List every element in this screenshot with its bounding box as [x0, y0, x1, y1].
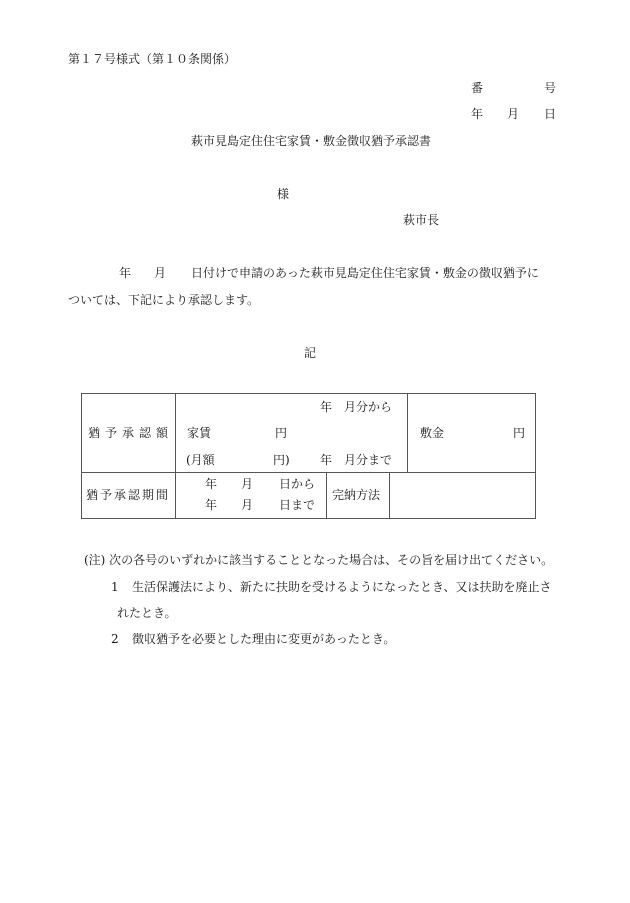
- period-to-month: 月: [241, 498, 254, 512]
- rent-from-period: 年 月分から: [320, 400, 393, 414]
- table-border-top: [81, 393, 536, 394]
- period-from-year: 年: [205, 477, 218, 491]
- period-from-month: 月: [241, 477, 254, 491]
- table-border-left: [81, 393, 82, 519]
- monthly-label: (月額: [186, 453, 215, 467]
- date-year: 年: [471, 107, 484, 121]
- period-to-day: 日まで: [279, 498, 316, 512]
- body-year: 年: [119, 266, 132, 280]
- period-to-year: 年: [205, 498, 218, 512]
- document-title: 萩市見島定住住宅家賃・敷金徴収猶予承認書: [191, 134, 432, 148]
- row-label-approved-amount: 猶予承認額: [88, 426, 174, 440]
- date-month: 月: [507, 107, 520, 121]
- note-2-text: 徴収猶予を必要とした理由に変更があったとき。: [132, 632, 396, 646]
- deposit-unit: 円: [513, 426, 526, 440]
- date-day: 日: [544, 107, 557, 121]
- notes-header: (注) 次の各号のいずれかに該当することとなった場合は、その旨を届け出てください。: [84, 553, 554, 567]
- payment-method-label: 完納方法: [332, 488, 381, 502]
- table-deposit-divider: [407, 393, 408, 472]
- rent-to-period: 年 月分まで: [320, 453, 393, 467]
- period-from-day: 日から: [279, 477, 316, 491]
- table-label-divider: [175, 393, 176, 519]
- number-label: 番: [471, 81, 484, 95]
- note-2-number: 2: [111, 632, 119, 646]
- note-1-text-line1: 生活保護法により、新たに扶助を受けるようになったとき、又は扶助を廃止さ: [132, 580, 552, 594]
- body-month: 月: [154, 266, 167, 280]
- body-line1: 日付けで申請のあった萩市見島定住住宅家賃・敷金の徴収猶予に: [191, 266, 539, 280]
- table-row-divider: [81, 472, 536, 473]
- form-number: 第１７号様式（第１０条関係）: [68, 52, 237, 66]
- row-label-approved-period: 猶予承認期間: [86, 488, 171, 502]
- table-method-divider-right: [389, 472, 390, 518]
- ki-heading: 記: [304, 346, 317, 360]
- addressee-suffix: 様: [277, 187, 290, 201]
- monthly-unit: 円): [273, 453, 290, 467]
- rent-unit: 円: [275, 426, 288, 440]
- number-suffix: 号: [544, 81, 557, 95]
- table-method-divider-left: [326, 472, 327, 518]
- issuer: 萩市長: [403, 213, 440, 227]
- table-border-bottom: [81, 518, 536, 519]
- body-line2: ついては、下記により承認します。: [68, 293, 260, 307]
- table-border-right: [535, 393, 536, 519]
- note-1-text-line2: れたとき。: [117, 606, 177, 620]
- rent-label: 家賃: [187, 426, 212, 440]
- note-1-number: 1: [111, 580, 119, 594]
- deposit-label: 敷金: [420, 426, 445, 440]
